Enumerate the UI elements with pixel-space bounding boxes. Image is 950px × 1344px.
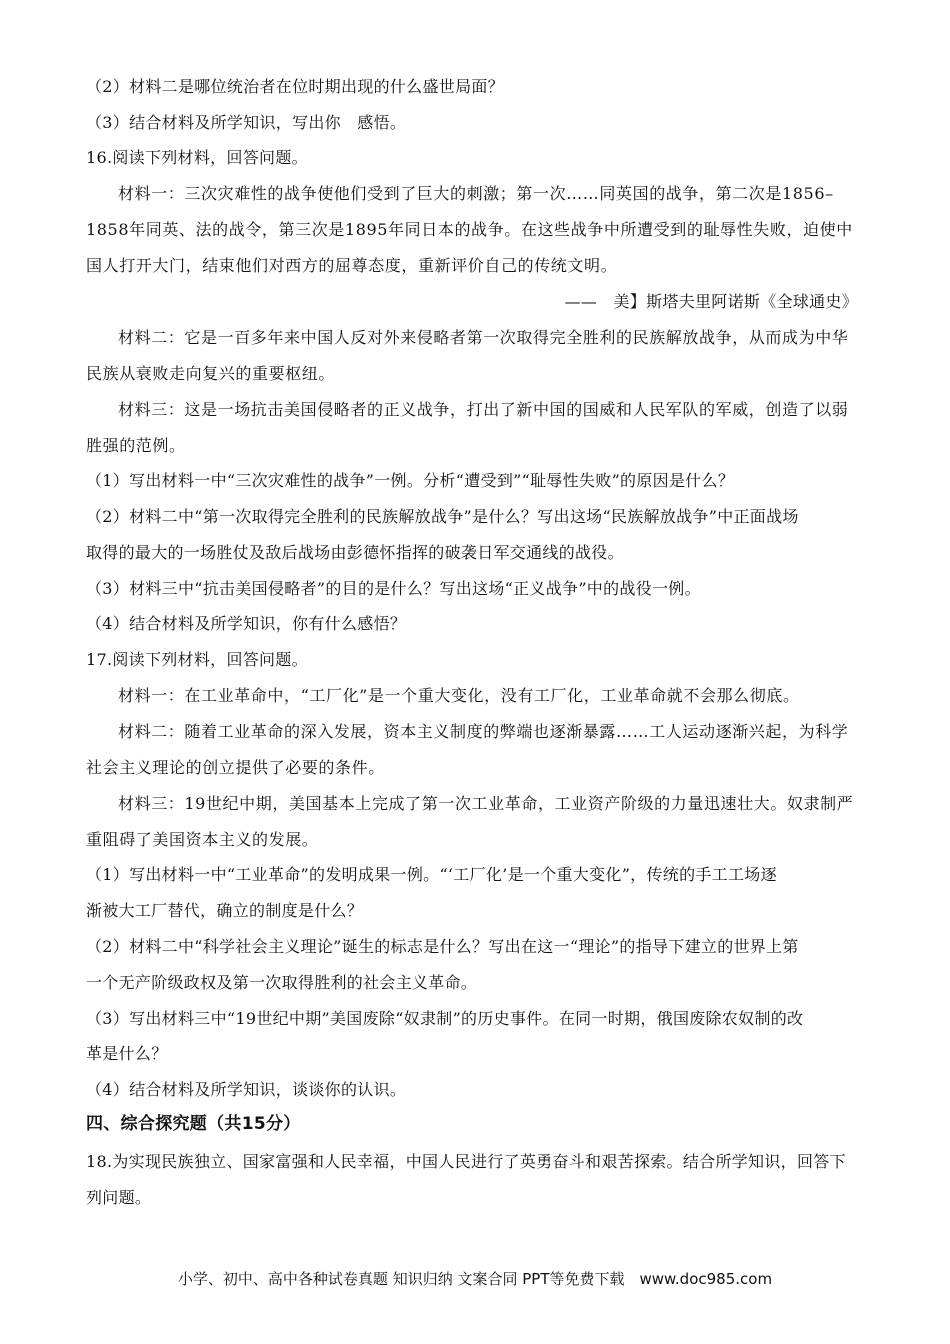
question-17-1-cont: 渐被大工厂替代，确立的制度是什么？ (86, 901, 364, 920)
question-16-2: （2）材料二中“第一次取得完全胜利的民族解放战争”是什么？写出这场“民族解放战争”中正面战场 (86, 507, 799, 526)
material-text: 重阻碍了美国资本主义的发展。 (86, 830, 319, 849)
material-text: 材料一：三次灾难性的战争使他们受到了巨大的刺激；第一次……同英国的战争，第二次是1856– (118, 184, 834, 203)
question-15-3: （3）结合材料及所学知识，写出你 感悟。 (86, 113, 407, 132)
question-17-title: 17.阅读下列材料，回答问题。 (86, 650, 308, 669)
section-heading: 四、综合探究题（共15分） (86, 1114, 301, 1134)
material-text: 国人打开大门，结束他们对西方的屈尊态度，重新评价自己的传统文明。 (86, 256, 618, 275)
material-source: —— 美】斯塔夫里阿诺斯《全球通史》 (564, 292, 858, 311)
material-text: 民族从衰败走向复兴的重要枢纽。 (86, 364, 336, 383)
question-17-3-cont: 革是什么？ (86, 1044, 168, 1063)
question-18-title-cont: 列问题。 (86, 1188, 152, 1207)
question-15-2: （2）材料二是哪位统治者在位时期出现的什么盛世局面？ (86, 77, 504, 96)
material-text: 材料三：19世纪中期，美国基本上完成了第一次工业革命，工业资产阶级的力量迅速壮大。奴隶制严 (118, 794, 854, 813)
question-16-title: 16.阅读下列材料，回答问题。 (86, 148, 308, 167)
question-18-title: 18.为实现民族独立、国家富强和人民幸福，中国人民进行了英勇奋斗和艰苦探索。结合所学知识，回答下 (86, 1152, 846, 1171)
material-text: 材料二：它是一百多年来中国人反对外来侵略者第一次取得完全胜利的民族解放战争，从而成为中华 (118, 328, 849, 347)
question-17-2-cont: 一个无产阶级政权及第一次取得胜利的社会主义革命。 (86, 973, 478, 992)
question-16-3: （3）材料三中“抗击美国侵略者”的目的是什么？写出这场“正义战争”中的战役一例。 (86, 579, 701, 598)
question-17-4: （4）结合材料及所学知识，谈谈你的认识。 (86, 1080, 407, 1099)
material-text: 材料二：随着工业革命的深入发展，资本主义制度的弊端也逐渐暴露……工人运动逐渐兴起，为科学 (118, 722, 849, 741)
question-17-1: （1）写出材料一中“工业革命”的发明成果一例。“‘工厂化’是一个重大变化”，传统的手工工场逐 (86, 865, 777, 884)
material-text: 胜强的范例。 (86, 436, 186, 455)
material-text: 1858年同英、法的战令，第三次是1895年同日本的战争。在这些战争中所遭受到的耻辱性失败，迫使中 (86, 220, 853, 239)
question-17-2: （2）材料二中“科学社会主义理论”诞生的标志是什么？写出在这一“理论”的指导下建立的世界上第 (86, 937, 799, 956)
material-text: 材料一：在工业革命中，“工厂化”是一个重大变化，没有工厂化，工业革命就不会那么彻底。 (118, 686, 800, 705)
question-17-3: （3）写出材料三中“19世纪中期”美国废除“奴隶制”的历史事件。在同一时期，俄国废除农奴制的改 (86, 1009, 804, 1028)
material-text: 社会主义理论的创立提供了必要的条件。 (86, 758, 385, 777)
page-footer: 小学、初中、高中各种试卷真题 知识归纳 文案合同 PPT等免费下载 www.doc985.com (177, 1270, 773, 1288)
question-16-2-cont: 取得的最大的一场胜仗及敌后战场由彭德怀指挥的破袭日军交通线的战役。 (86, 543, 624, 562)
material-text: 材料三：这是一场抗击美国侵略者的正义战争，打出了新中国的国威和人民军队的军威，创造了以弱 (118, 400, 849, 419)
question-16-1: （1）写出材料一中“三次灾难性的战争”一例。分析“遭受到”“耻辱性失败”的原因是什么？ (86, 471, 735, 490)
question-16-4: （4）结合材料及所学知识，你有什么感悟？ (86, 614, 407, 633)
